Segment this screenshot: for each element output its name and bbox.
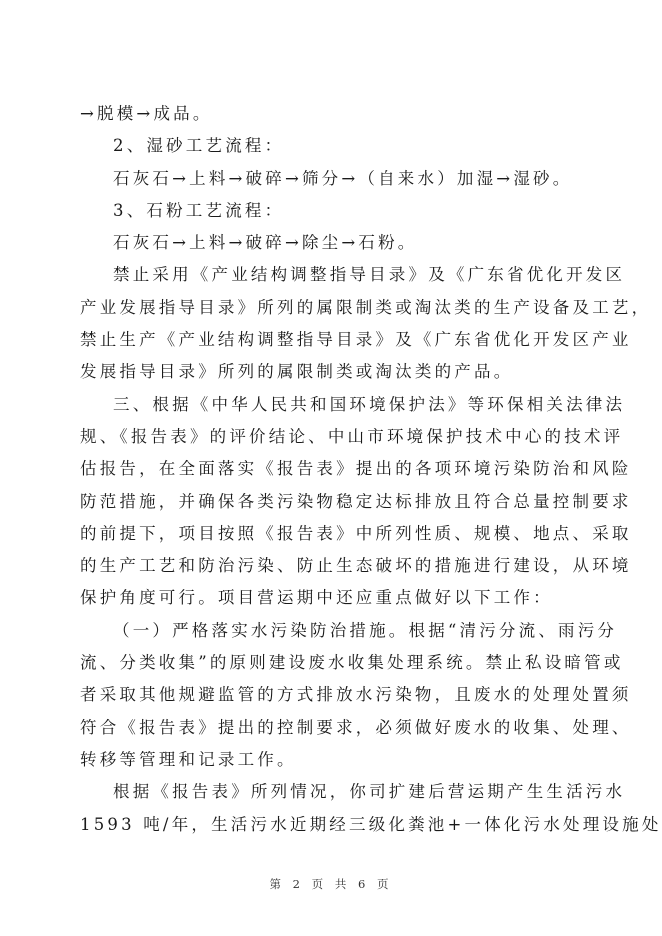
text-line: 根据《报告表》所列情况，你司扩建后营运期产生生活污水 [113,782,626,802]
heading-stone-powder-process: 3、石粉工艺流程： [113,200,285,220]
text-line: →脱模→成品。 [80,104,213,123]
page-number-footer: 第 2 页 共 6 页 [269,877,393,891]
text-line: 1593 吨/年，生活污水近期经三级化粪池+一体化污水处理设施处 [80,814,662,834]
text-line: 的生产工艺和防治污染、防止生态破坏的措施进行建设，从环境 [80,556,632,576]
text-line: 符合《报告表》提出的控制要求，必须做好废水的收集、处理、 [80,717,632,737]
document-body [80,98,662,841]
text-line: 禁止生产《产业结构调整指导目录》及《广东省优化开发区产业 [80,330,632,350]
text-line: 流、分类收集”的原则建设废水收集处理系统。禁止私设暗管或 [80,653,624,673]
text-line: 的前提下，项目按照《报告表》中所列性质、规模、地点、采取 [80,523,632,543]
text-line: 估报告，在全面落实《报告表》提出的各项环境污染防治和风险 [80,459,632,479]
text-line: 规、《报告表》的评价结论、中山市环境保护技术中心的技术评 [80,426,624,446]
text-line: （一）严格落实水污染防治措施。根据“清污分流、雨污分 [113,620,618,640]
text-line: 保护角度可行。项目营运期中还应重点做好以下工作： [80,588,553,608]
text-line: 产业发展指导目录》所列的属限制类或淘汰类的生产设备及工艺， [80,297,652,317]
text-line: 发展指导目录》所列的属限制类或淘汰类的产品。 [80,362,514,382]
text-line: 三、根据《中华人民共和国环境保护法》等环保相关法律法 [113,394,626,414]
text-line: 转移等管理和记录工作。 [80,749,297,769]
text-line: 禁止采用《产业结构调整指导目录》及《广东省优化开发区 [113,265,626,285]
text-line: 石灰石→上料→破碎→筛分→（自来水）加湿→湿砂。 [113,168,573,188]
heading-wet-sand-process: 2、湿砂工艺流程： [113,136,285,156]
text-line: 石灰石→上料→破碎→除尘→石粉。 [113,233,418,253]
text-line: 防范措施，并确保各类污染物稳定达标排放且符合总量控制要求 [80,491,632,511]
text-line: 者采取其他规避监管的方式排放水污染物，且废水的处理处置须 [80,685,632,705]
